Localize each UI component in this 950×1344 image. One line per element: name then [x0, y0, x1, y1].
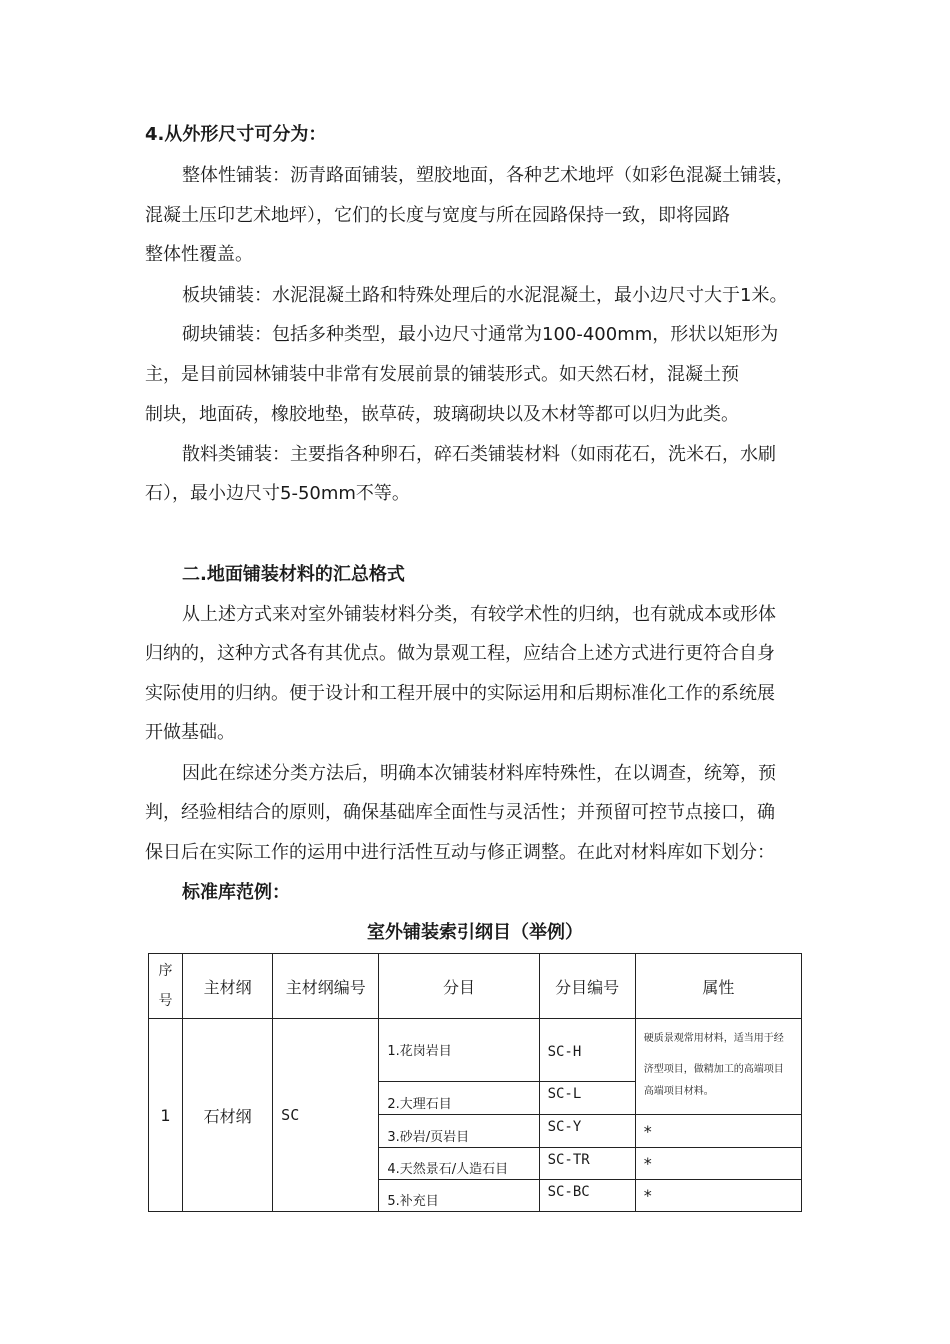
- attr-note-line: 济型项目，做精加工的高端项目: [643, 1064, 784, 1075]
- paragraph-line: 混凝土压印艺术地坪），它们的长度与宽度与所在园路保持一致，即将园路: [145, 205, 730, 226]
- paragraph-line: 从上述方式来对室外铺装材料分类，有较学术性的归纳，也有就成本或形体: [182, 604, 776, 625]
- attr-note-line: 硬质景观常用材料，适当用于经: [643, 1033, 784, 1044]
- paragraph-line: 板块铺装：水泥混凝土路和特殊处理后的水泥混凝土，最小边尺寸大于1米。: [182, 285, 788, 306]
- table-title: 室外铺装索引纲目（举例）: [367, 922, 583, 943]
- cell-sub-code: SC-L: [539, 1082, 635, 1115]
- cell-sub-code: SC-H: [539, 1019, 635, 1082]
- section-heading: 二.地面铺装材料的汇总格式: [182, 564, 405, 585]
- paragraph-line: 制块，地面砖，橡胶地垫，嵌草砖，玻璃砌块以及木材等都可以归为此类。: [145, 404, 739, 425]
- paragraph-line: 保日后在实际工作的运用中进行活性互动与修正调整。在此对材料库如下划分：: [145, 842, 775, 863]
- attr-note-line: 高端项目材料。: [643, 1086, 714, 1097]
- cell-sub-code: SC-BC: [539, 1180, 635, 1212]
- header-attr: 属性: [635, 954, 801, 1019]
- example-label: 标准库范例：: [182, 882, 290, 903]
- cell-sub: 2.大理石目: [379, 1082, 539, 1115]
- cell-sub: 5.补充目: [379, 1180, 539, 1212]
- paragraph-line: 因此在综述分类方法后，明确本次铺装材料库特殊性，在以调查，统筹，预: [182, 763, 776, 784]
- table-row: [149, 1019, 802, 1082]
- header-sub: 分目: [379, 954, 539, 1019]
- paragraph-line: 判，经验相结合的原则，确保基础库全面性与灵活性；并预留可控节点接口，确: [145, 802, 775, 823]
- header-sub-code: 分目编号: [539, 954, 635, 1019]
- cell-sub: 4.天然景石/人造石目: [379, 1148, 539, 1180]
- paragraph-line: 整体性铺装：沥青路面铺装，塑胶地面，各种艺术地坪（如彩色混凝土铺装，: [182, 165, 794, 186]
- cell-attr: *: [635, 1115, 801, 1148]
- cell-sub: 1.花岗岩目: [379, 1019, 539, 1082]
- header-main: 主材纲: [183, 954, 273, 1019]
- section-heading: 4.从外形尺寸可分为：: [145, 124, 327, 145]
- cell-seq: 1: [149, 1019, 183, 1212]
- cell-attr: *: [635, 1180, 801, 1212]
- cell-main: 石材纲: [183, 1019, 273, 1212]
- header-seq: [149, 954, 183, 1019]
- index-table: [148, 953, 802, 1212]
- cell-attr: *: [635, 1148, 801, 1180]
- cell-main-code: SC: [273, 1019, 379, 1212]
- paragraph-line: 砌块铺装：包括多种类型，最小边尺寸通常为100-400mm，形状以矩形为: [182, 324, 779, 345]
- paragraph-line: 石），最小边尺寸5-50mm不等。: [145, 483, 410, 504]
- cell-sub-code: SC-Y: [539, 1115, 635, 1148]
- paragraph-line: 归纳的，这种方式各有其优点。做为景观工程，应结合上述方式进行更符合自身: [145, 643, 775, 664]
- paragraph-line: 散料类铺装：主要指各种卵石，碎石类铺装材料（如雨花石，洗米石，水刷: [182, 444, 776, 465]
- cell-sub: 3.砂岩/页岩目: [379, 1115, 539, 1148]
- header-seq-top: 序: [158, 963, 173, 979]
- cell-attr-note: [635, 1019, 801, 1115]
- paragraph-line: 实际使用的归纳。便于设计和工程开展中的实际运用和后期标准化工作的系统展: [145, 683, 775, 704]
- paragraph-line: 整体性覆盖。: [145, 244, 253, 265]
- header-seq-bottom: 号: [158, 993, 173, 1009]
- paragraph-line: 主，是目前园林铺装中非常有发展前景的铺装形式。如天然石材，混凝土预: [145, 364, 739, 385]
- header-main-code: 主材纲编号: [273, 954, 379, 1019]
- paragraph-line: 开做基础。: [145, 722, 235, 743]
- table-header-row: [149, 954, 802, 1019]
- cell-sub-code: SC-TR: [539, 1148, 635, 1180]
